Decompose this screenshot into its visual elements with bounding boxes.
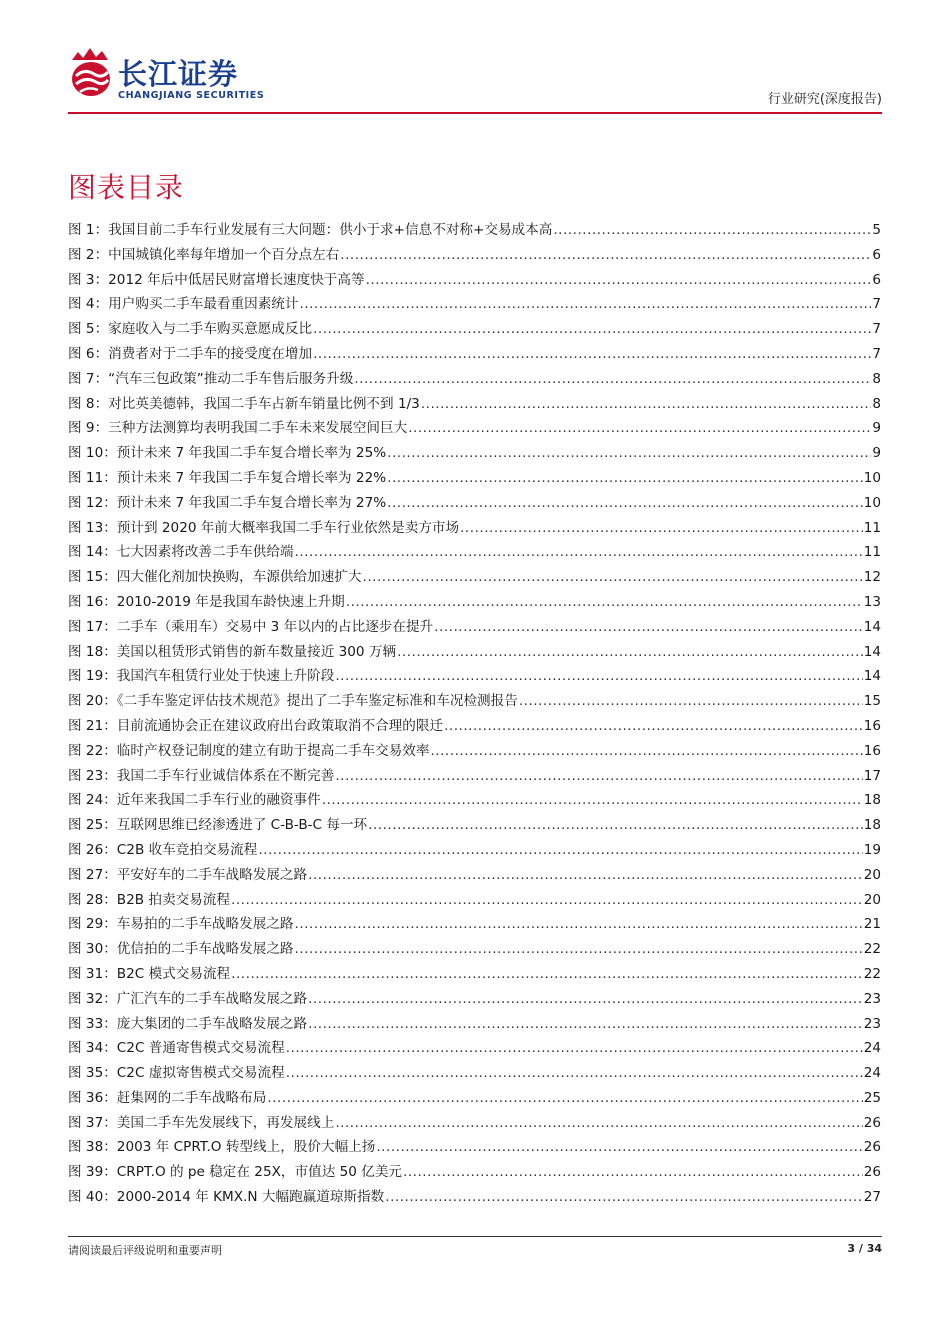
- toc-dot-leader: [308, 987, 863, 1012]
- toc-entry-label: 图 36：赶集网的二手车战略布局: [68, 1089, 267, 1106]
- toc-entry-page: 23: [863, 990, 881, 1007]
- toc-entry-page: 14: [863, 668, 881, 685]
- toc-entry-page: 16: [863, 717, 881, 734]
- toc-entry-page: 16: [863, 742, 881, 759]
- toc-dot-leader: [231, 962, 863, 987]
- toc-entry[interactable]: [68, 218, 881, 243]
- toc-entry-page: 11: [863, 544, 881, 561]
- toc-dot-leader: [366, 268, 872, 293]
- toc-entry-label: 图 26：C2B 收车竞拍交易流程: [68, 841, 258, 858]
- toc-entry-page: 26: [863, 1139, 881, 1156]
- toc-entry-label: 图 10：预计未来 7 年我国二手车复合增长率为 25%: [68, 445, 387, 462]
- toc-dot-leader: [434, 615, 863, 640]
- toc-dot-leader: [385, 1185, 862, 1210]
- toc-dot-leader: [313, 317, 871, 342]
- toc-entry-label: 图 32：广汇汽车的二手车战略发展之路: [68, 990, 308, 1007]
- toc-dot-leader: [295, 540, 863, 565]
- toc-entry-label: 图 29：车易拍的二手车战略发展之路: [68, 916, 294, 933]
- toc-entry-label: 图 4：用户购买二手车最看重因素统计: [68, 296, 299, 313]
- toc-entry-page: 7: [872, 296, 881, 313]
- toc-entry-page: 26: [863, 1114, 881, 1131]
- report-type-label: 行业研究(深度报告): [767, 92, 882, 107]
- toc-entry-label: 图 33：庞大集团的二手车战略发展之路: [68, 1015, 308, 1032]
- toc-entry-page: 6: [872, 246, 881, 263]
- toc-entry-page: 27: [863, 1189, 881, 1206]
- toc-entry-page: 18: [863, 792, 881, 809]
- toc-dot-leader: [313, 342, 871, 367]
- toc-entry-page: 8: [872, 395, 881, 412]
- toc-entry-page: 26: [863, 1164, 881, 1181]
- toc-entry-page: 10: [863, 494, 881, 511]
- toc-entry-page: 24: [863, 1065, 881, 1082]
- toc-dot-leader: [397, 640, 863, 665]
- toc-entry[interactable]: [68, 590, 881, 615]
- toc-entry[interactable]: [68, 1185, 881, 1210]
- toc-entry-page: 24: [863, 1040, 881, 1057]
- toc-dot-leader: [553, 218, 871, 243]
- toc-entry-page: 22: [863, 941, 881, 958]
- toc-dot-leader: [286, 1061, 863, 1086]
- toc-entry-label: 图 31：B2C 模式交易流程: [68, 965, 231, 982]
- toc-entry-label: 图 18：美国以租赁形式销售的新车数量接近 300 万辆: [68, 643, 397, 660]
- toc-dot-leader: [387, 491, 863, 516]
- toc-entry[interactable]: [68, 317, 881, 342]
- toc-dot-leader: [346, 590, 863, 615]
- toc-entry-label: 图 37：美国二手车先发展线下，再发展线上: [68, 1114, 335, 1131]
- toc-entry-label: 图 14：七大因素将改善二手车供给端: [68, 544, 294, 561]
- toc-entry[interactable]: [68, 466, 881, 491]
- toc-entry-page: 23: [863, 1015, 881, 1032]
- toc-entry-label: 图 39：CRPT.O 的 pe 稳定在 25X，市值达 50 亿美元: [68, 1164, 403, 1181]
- toc-dot-leader: [299, 292, 871, 317]
- toc-entry-page: 9: [872, 445, 881, 462]
- toc-entry-page: 11: [863, 519, 881, 536]
- toc-entry-page: 8: [872, 370, 881, 387]
- toc-entry[interactable]: [68, 962, 881, 987]
- toc-entry-label: 图 27：平安好车的二手车战略发展之路: [68, 866, 308, 883]
- toc-entry-label: 图 17：二手车（乘用车）交易中 3 年以内的占比逐步在提升: [68, 618, 434, 635]
- toc-dot-leader: [460, 516, 863, 541]
- toc-entry-page: 12: [863, 569, 881, 586]
- toc-entry[interactable]: [68, 491, 881, 516]
- toc-entry[interactable]: [68, 888, 881, 913]
- toc-entry-label: 图 40：2000-2014 年 KMX.N 大幅跑赢道琼斯指数: [68, 1189, 385, 1206]
- logo-chinese-name: 长江证券: [118, 57, 239, 91]
- toc-entry-page: 9: [872, 420, 881, 437]
- toc-entry[interactable]: [68, 664, 881, 689]
- toc-entry[interactable]: [68, 1111, 881, 1136]
- toc-dot-leader: [354, 367, 871, 392]
- toc-entry[interactable]: [68, 342, 881, 367]
- toc-dot-leader: [322, 788, 863, 813]
- page-header: [68, 44, 882, 114]
- toc-entry-page: 7: [872, 321, 881, 338]
- toc-dot-leader: [368, 813, 863, 838]
- toc-entry-label: 图 21：目前流通协会正在建议政府出台政策取消不合理的限迁: [68, 717, 444, 734]
- logo-emblem-icon: [68, 46, 114, 98]
- toc-dot-leader: [376, 1135, 862, 1160]
- toc-entry[interactable]: [68, 937, 881, 962]
- toc-dot-leader: [286, 1036, 863, 1061]
- toc-entry-label: 图 9：三种方法测算均表明我国二手车未来发展空间巨大: [68, 420, 408, 437]
- toc-dot-leader: [258, 838, 862, 863]
- toc-entry-page: 20: [863, 866, 881, 883]
- toc-entry-label: 图 2：中国城镇化率每年增加一个百分点左右: [68, 246, 340, 263]
- toc-dot-leader: [335, 1111, 862, 1136]
- toc-entry[interactable]: [68, 714, 881, 739]
- toc-entry-label: 图 8：对比英美德韩，我国二手车占新车销量比例不到 1/3: [68, 395, 420, 412]
- toc-entry-label: 图 5：家庭收入与二手车购买意愿成反比: [68, 321, 313, 338]
- toc-entry-label: 图 15：四大催化剂加快换购，车源供给加速扩大: [68, 569, 362, 586]
- header-divider: [68, 112, 882, 114]
- toc-dot-leader: [335, 764, 862, 789]
- toc-entry-label: 图 20：《二手车鉴定评估技术规范》提出了二手车鉴定标准和车况检测报告: [68, 693, 518, 710]
- toc-dot-leader: [295, 912, 863, 937]
- toc-dot-leader: [430, 739, 862, 764]
- toc-entry-page: 20: [863, 891, 881, 908]
- toc-dot-leader: [267, 1086, 862, 1111]
- toc-entry[interactable]: [68, 292, 881, 317]
- toc-entry-page: 14: [863, 618, 881, 635]
- toc-entry-page: 5: [872, 222, 881, 238]
- toc-entry[interactable]: [68, 392, 881, 417]
- toc-entry[interactable]: [68, 1135, 881, 1160]
- toc-entry-page: 7: [872, 345, 881, 362]
- toc-dot-leader: [335, 664, 862, 689]
- toc-entry-page: 14: [863, 643, 881, 660]
- toc-dot-leader: [408, 416, 871, 441]
- toc-dot-leader: [340, 243, 871, 268]
- toc-entry[interactable]: [68, 540, 881, 565]
- toc-dot-leader: [387, 466, 863, 491]
- toc-dot-leader: [363, 565, 863, 590]
- toc-entry[interactable]: [68, 615, 881, 640]
- toc-entry-label: 图 35：C2C 虚拟寄售模式交易流程: [68, 1065, 285, 1082]
- toc-entry[interactable]: [68, 863, 881, 888]
- toc-dot-leader: [295, 937, 863, 962]
- toc-entry[interactable]: [68, 739, 881, 764]
- toc-entry[interactable]: [68, 1061, 881, 1086]
- toc-entry[interactable]: [68, 516, 881, 541]
- footer-divider: [68, 1236, 882, 1237]
- toc-entry-page: 13: [863, 593, 881, 610]
- toc-entry[interactable]: [68, 268, 881, 293]
- toc-entry-page: 21: [863, 916, 881, 933]
- toc-entry-label: 图 6：消费者对于二手车的接受度在增加: [68, 345, 313, 362]
- toc-dot-leader: [231, 888, 863, 913]
- toc-entry[interactable]: [68, 1036, 881, 1061]
- toc-entry[interactable]: [68, 788, 881, 813]
- toc-dot-leader: [421, 392, 872, 417]
- toc-entry-label: 图 30：优信拍的二手车战略发展之路: [68, 941, 294, 958]
- toc-entry[interactable]: [68, 764, 881, 789]
- toc-entry-label: 图 1：我国目前二手车行业发展有三大问题：供小于求+信息不对称+交易成本高: [68, 222, 553, 238]
- figure-toc-list: [68, 218, 881, 1210]
- toc-entry[interactable]: [68, 243, 881, 268]
- toc-entry[interactable]: [68, 987, 881, 1012]
- toc-entry-page: 25: [863, 1089, 881, 1106]
- toc-dot-leader: [444, 714, 863, 739]
- toc-entry-label: 图 22：临时产权登记制度的建立有助于提高二手车交易效率: [68, 742, 430, 759]
- toc-entry[interactable]: [68, 1012, 881, 1037]
- toc-dot-leader: [308, 863, 863, 888]
- toc-entry[interactable]: [68, 640, 881, 665]
- toc-entry-label: 图 11：预计未来 7 年我国二手车复合增长率为 22%: [68, 469, 387, 486]
- toc-entry-label: 图 7：“汽车三包政策”推动二手车售后服务升级: [68, 370, 354, 387]
- toc-entry-label: 图 25：互联网思维已经渗透进了 C-B-B-C 每一环: [68, 817, 368, 834]
- company-logo: [68, 44, 308, 108]
- footer-disclaimer: 请阅读最后评级说明和重要声明: [68, 1244, 222, 1257]
- toc-entry-label: 图 28：B2B 拍卖交易流程: [68, 891, 230, 908]
- toc-entry[interactable]: [68, 912, 881, 937]
- toc-entry[interactable]: [68, 813, 881, 838]
- toc-entry[interactable]: [68, 565, 881, 590]
- toc-entry[interactable]: [68, 838, 881, 863]
- toc-entry-label: 图 38：2003 年 CPRT.O 转型线上，股价大幅上扬: [68, 1139, 376, 1156]
- toc-entry-label: 图 3：2012 年后中低居民财富增长速度快于高等: [68, 271, 365, 288]
- toc-entry[interactable]: [68, 1160, 881, 1185]
- toc-entry[interactable]: [68, 416, 881, 441]
- logo-english-name: CHANGJIANG SECURITIES: [118, 90, 265, 101]
- toc-entry-page: 6: [872, 271, 881, 288]
- footer-page-number: 3 / 34: [847, 1242, 882, 1255]
- toc-entry-page: 17: [863, 767, 881, 784]
- toc-entry-label: 图 16：2010-2019 年是我国车龄快速上升期: [68, 593, 345, 610]
- page-title: 图表目录: [68, 171, 185, 204]
- toc-entry[interactable]: [68, 689, 881, 714]
- toc-dot-leader: [403, 1160, 863, 1185]
- toc-entry-label: 图 13：预计到 2020 年前大概率我国二手车行业依然是卖方市场: [68, 519, 460, 536]
- toc-entry-label: 图 19：我国汽车租赁行业处于快速上升阶段: [68, 668, 335, 685]
- toc-entry-page: 15: [863, 693, 881, 710]
- toc-entry[interactable]: [68, 367, 881, 392]
- toc-dot-leader: [519, 689, 863, 714]
- toc-entry-page: 18: [863, 817, 881, 834]
- toc-entry-label: 图 24：近年来我国二手车行业的融资事件: [68, 792, 321, 809]
- toc-entry-page: 19: [863, 841, 881, 858]
- toc-entry-label: 图 12：预计未来 7 年我国二手车复合增长率为 27%: [68, 494, 387, 511]
- toc-entry-page: 10: [863, 469, 881, 486]
- toc-entry-label: 图 23：我国二手车行业诚信体系在不断完善: [68, 767, 335, 784]
- toc-entry[interactable]: [68, 1086, 881, 1111]
- toc-dot-leader: [308, 1012, 863, 1037]
- toc-dot-leader: [387, 441, 871, 466]
- toc-entry-label: 图 34：C2C 普通寄售模式交易流程: [68, 1040, 285, 1057]
- toc-entry-page: 22: [863, 965, 881, 982]
- toc-entry[interactable]: [68, 441, 881, 466]
